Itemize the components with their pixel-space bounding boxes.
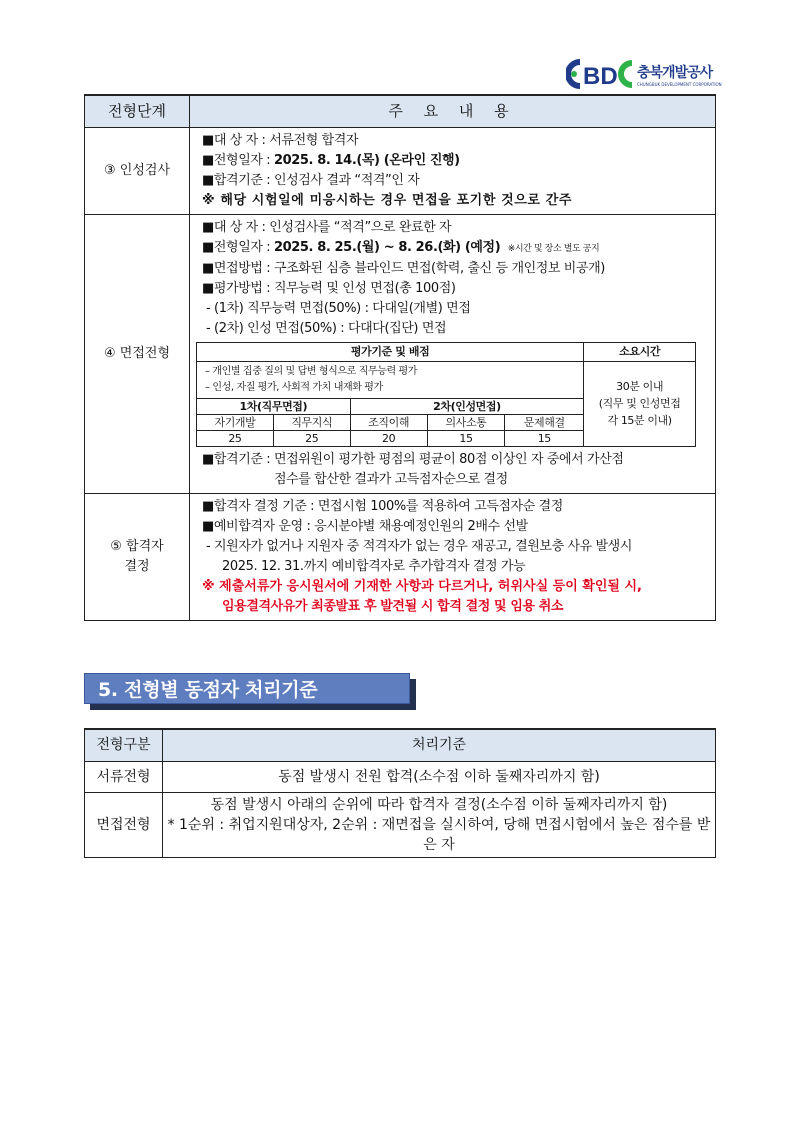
tie-break-table (84, 728, 716, 858)
warning-line: 임용결격사유가 최종발표 후 발견될 시 합격 결정 및 임용 취소 (222, 598, 564, 614)
svg-text:BD: BD (583, 63, 618, 90)
header-category: 전형구분 (85, 729, 163, 761)
header-criteria: 처리기준 (163, 729, 716, 761)
criteria-note: * 1순위 : 취업지원대상자, 2순위 : 재면접을 실시하여, 당해 면접시험에서 높은 점수를 받은 자 (167, 816, 711, 853)
content-line: ■전형일자 : 2025. 8. 14.(목) (온라인 진행) (202, 152, 460, 168)
cbdc-logo-icon (566, 58, 636, 90)
logo-name-en: CHUNGBUK DEVELOPMENT CORPORATION (637, 82, 722, 87)
evaluation-criteria-table (196, 342, 696, 447)
content-line: - 지원자가 없거나 지원자 중 적격자가 없는 경우 재공고, 결원보충 사유 발생시 (206, 538, 632, 554)
eval-time-line: 각 15분 이내) (607, 414, 672, 427)
eval-item: 조직이해 (350, 414, 427, 430)
stage-label: 결정 (124, 558, 150, 574)
content-line: ■대 상 자 : 인성검사를 “적격”으로 완료한 자 (202, 219, 452, 235)
eval-item: 의사소통 (427, 414, 505, 430)
eval-item: 직무지식 (273, 414, 350, 430)
table-row (85, 792, 716, 857)
section-title (84, 673, 416, 710)
eval-score: 25 (197, 430, 274, 446)
eval-time-line: (직무 및 인성면접 (598, 397, 681, 410)
table-row (85, 214, 716, 493)
eval-score: 25 (273, 430, 350, 446)
content-line: - (2차) 인성 면접(50%) : 다대다(집단) 면접 (206, 320, 447, 336)
eval-score: 20 (350, 430, 427, 446)
content-line: 2025. 12. 31.까지 예비합격자로 추가합격자 결정 가능 (222, 558, 526, 574)
eval-time-line: 30분 이내 (616, 380, 664, 393)
category-cell: 서류전형 (85, 761, 163, 792)
stage-label: ⑤ 합격자 (110, 538, 164, 554)
eval-score: 15 (505, 430, 584, 446)
selection-stage-table (84, 94, 716, 621)
eval-header-criteria: 평가기준 및 배점 (197, 342, 584, 361)
table-row (85, 761, 716, 792)
content-line: ■예비합격자 운영 : 응시분야별 채용예정인원의 2배수 선발 (202, 518, 528, 534)
table-row (85, 127, 716, 214)
content-line: ■대 상 자 : 서류전형 합격자 (202, 132, 359, 148)
section-title-text: 5. 전형별 동점자 처리기준 (98, 679, 318, 701)
company-logo (566, 58, 722, 96)
category-cell: 면접전형 (85, 792, 163, 857)
content-line: - (1차) 직무능력 면접(50%) : 다대일(개별) 면접 (206, 300, 471, 316)
content-line: ■합격기준 : 인성검사 결과 “적격”인 자 (202, 172, 420, 188)
content-line: 점수를 합산한 결과가 고득점자순으로 결정 (274, 471, 508, 487)
criteria-cell: 동점 발생시 아래의 순위에 따라 합격자 결정(소수점 이하 둘째자리까지 함) (210, 796, 668, 813)
eval-phase1: 1차(직무면접) (197, 398, 351, 414)
eval-desc-line: – 개인별 집중 질의 및 답변 형식으로 직무능력 평가 (205, 365, 418, 377)
content-line: ■평가방법 : 직무능력 및 인성 면접(총 100점) (202, 280, 456, 296)
eval-phase2: 2차(인성면접) (350, 398, 584, 414)
eval-header-time: 소요시간 (584, 342, 696, 361)
eval-item: 자기개발 (197, 414, 274, 430)
stage-label: ④ 면접전형 (85, 214, 190, 493)
table-row (85, 493, 716, 620)
content-line: ■합격기준 : 면접위원이 평가한 평점의 평균이 80점 이상인 자 중에서 가산점 (202, 451, 624, 467)
eval-score: 15 (427, 430, 505, 446)
content-line: ■전형일자 : 2025. 8. 25.(월) ~ 8. 26.(화) (예정) ※시간 및 장소 별도 공지 (202, 239, 600, 255)
content-line: ■면접방법 : 구조화된 심층 블라인드 면접(학력, 출신 등 개인정보 비공개) (202, 260, 605, 276)
eval-desc-line: – 인성, 자질 평가, 사회적 가치 내재화 평가 (205, 381, 383, 393)
logo-name-ko: 충북개발공사 (637, 65, 713, 81)
notice-line: ※ 해당 시험일에 미응시하는 경우 면접을 포기한 것으로 간주 (202, 192, 573, 208)
criteria-cell: 동점 발생시 전원 합격(소수점 이하 둘째자리까지 함) (163, 761, 716, 792)
header-content: 주 요 내 용 (190, 95, 716, 127)
eval-item: 문제해결 (505, 414, 584, 430)
warning-line: ※ 제출서류가 응시원서에 기재한 사항과 다르거나, 허위사실 등이 확인될 시, (202, 578, 642, 594)
content-line: ■합격자 결정 기준 : 면접시험 100%를 적용하여 고득점자순 결정 (202, 498, 563, 514)
header-stage: 전형단계 (85, 95, 190, 127)
stage-label: ③ 인성검사 (85, 127, 190, 214)
